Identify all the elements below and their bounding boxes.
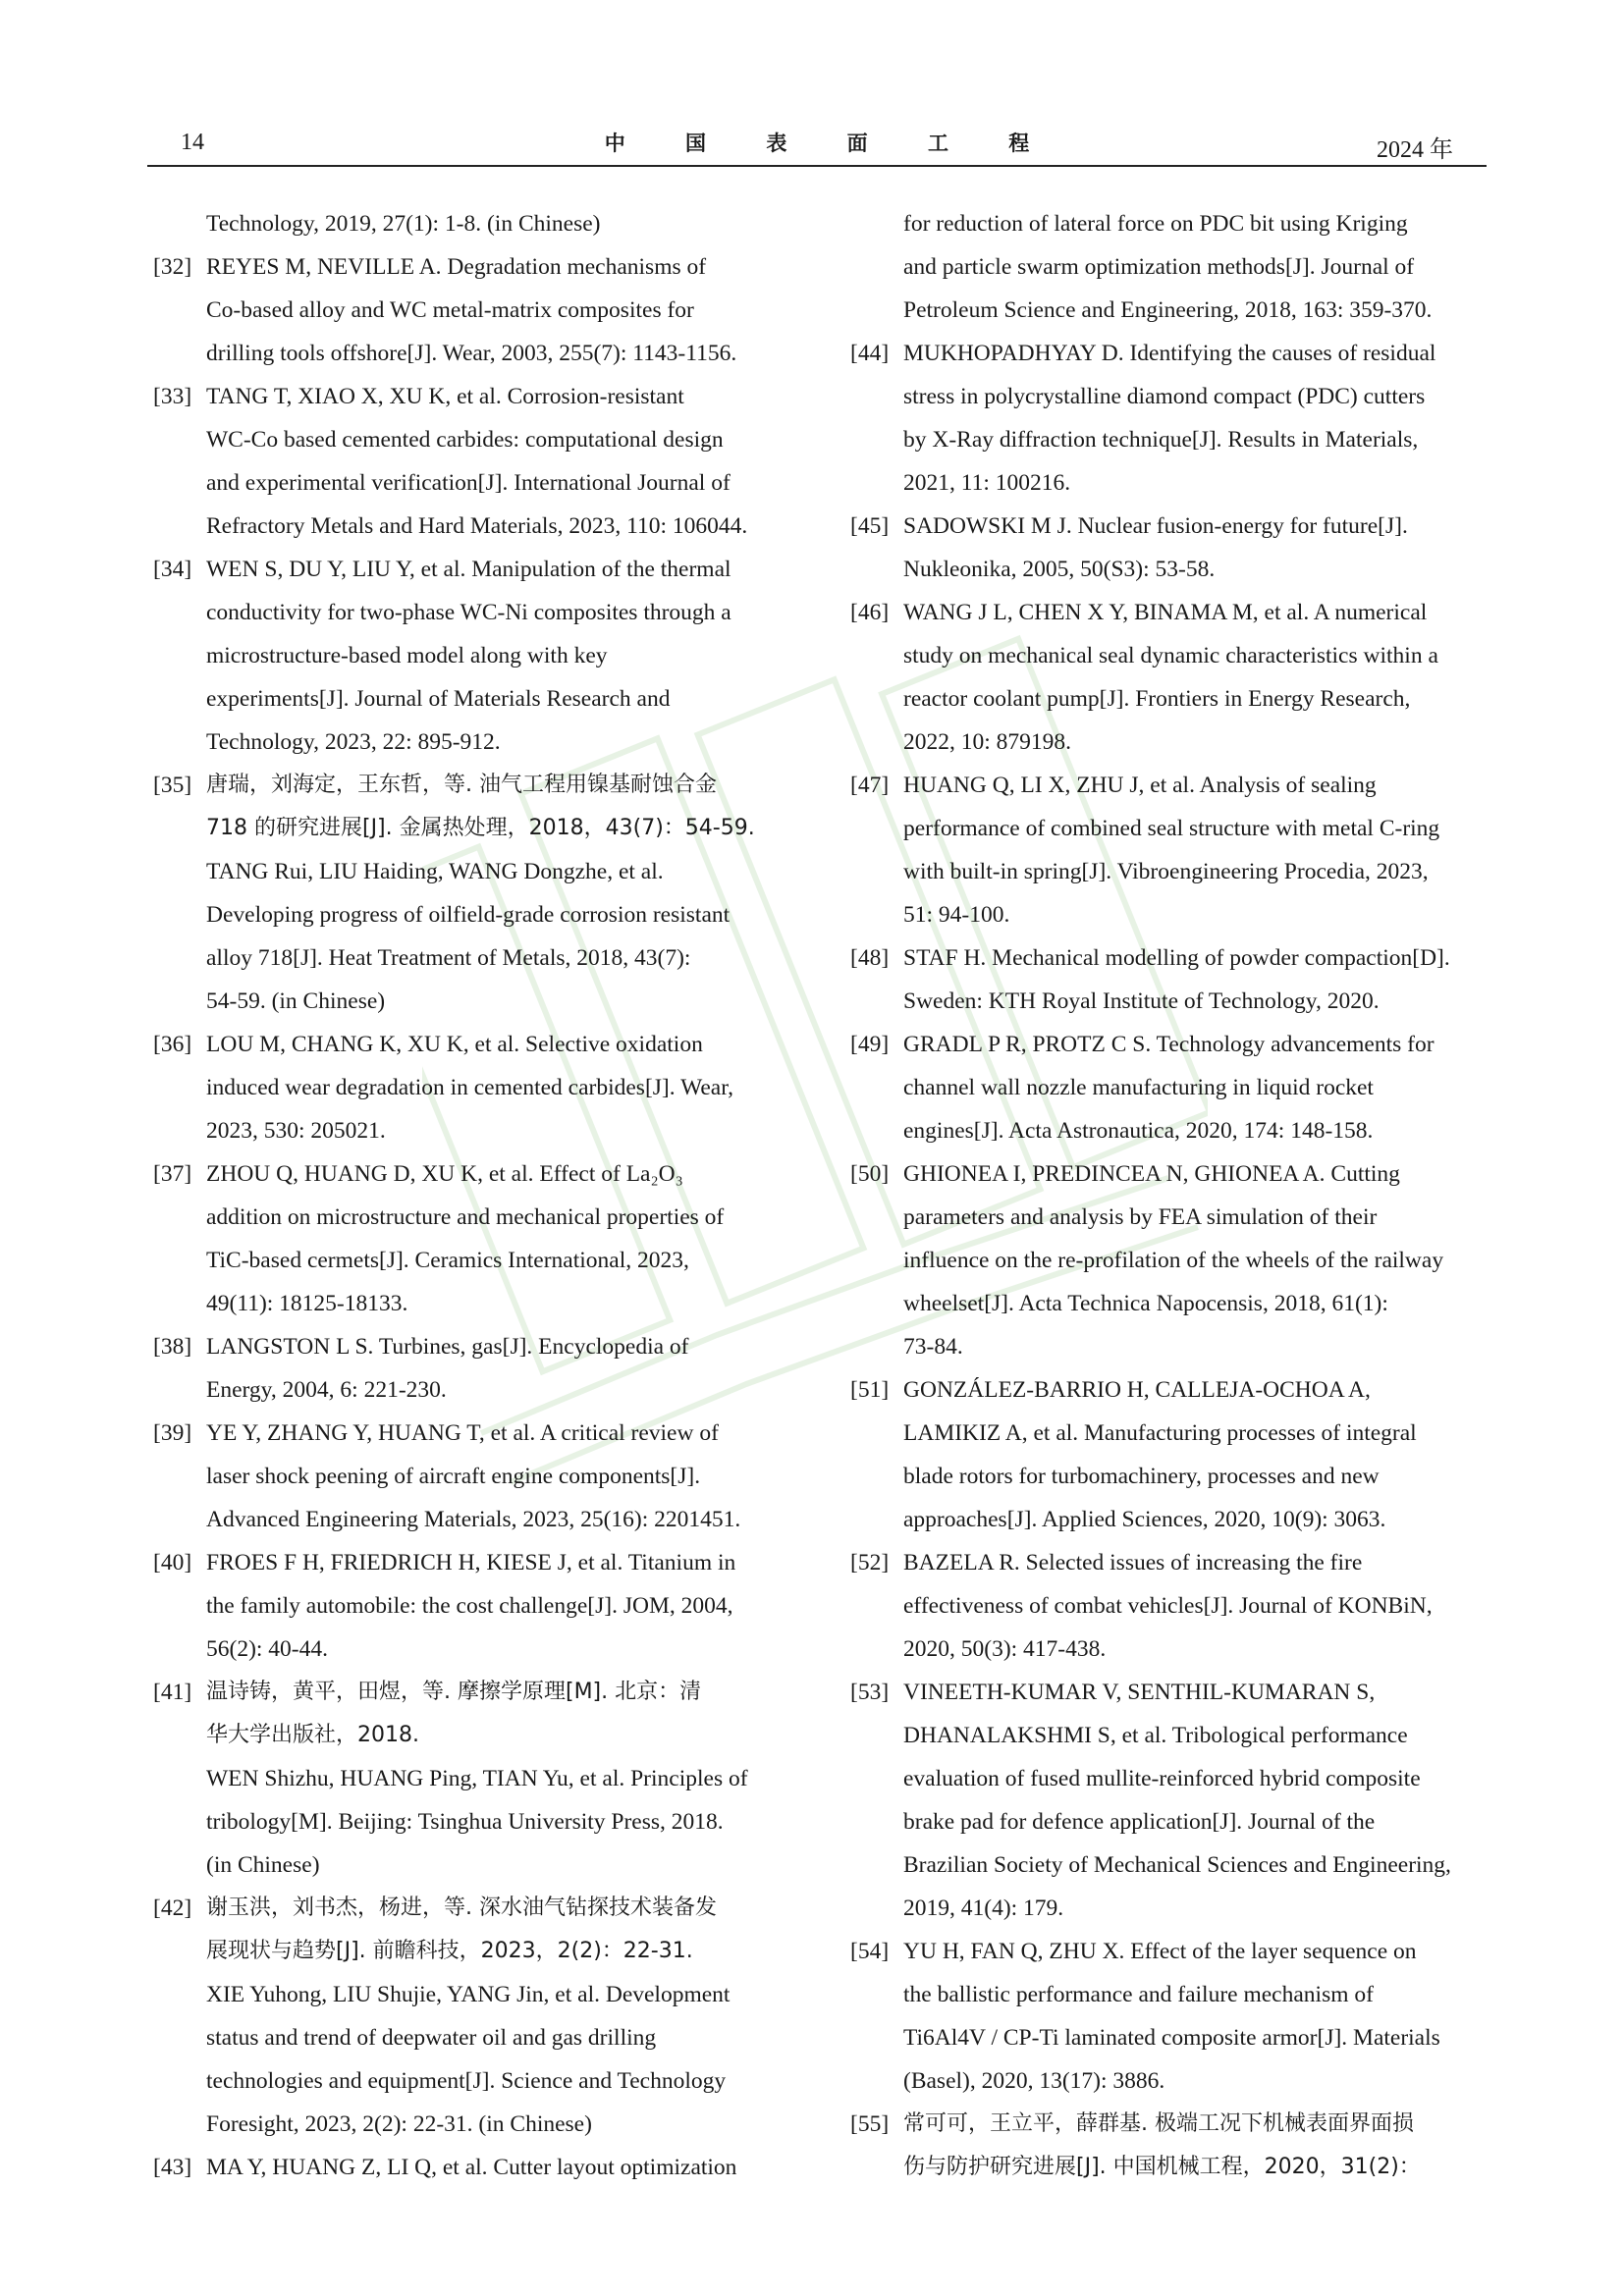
reference-text-line: approaches[J]. Applied Sciences, 2020, 10(9): 3063.: [903, 1507, 1386, 1532]
reference-text-line: 2020, 50(3): 417-438.: [903, 1636, 1107, 1662]
reference-text-line: Nukleonika, 2005, 50(S3): 53-58.: [903, 557, 1216, 582]
reference-text-line: 56(2): 40-44.: [206, 1636, 329, 1662]
reference-entry: [844, 505, 1487, 591]
reference-text-line: status and trend of deepwater oil and gas drilling: [206, 2025, 657, 2051]
issue-year: 2024 年: [1377, 137, 1453, 163]
reference-entry: [147, 1023, 789, 1152]
reference-text-line: with built-in spring[J]. Vibroengineering Procedia, 2023,: [903, 859, 1429, 884]
reference-text-line: REYES M, NEVILLE A. Degradation mechanisms of: [206, 254, 707, 280]
reference-text-line: YE Y, ZHANG Y, HUANG T, et al. A critical review of: [206, 1420, 719, 1446]
reference-entry: [147, 1541, 789, 1671]
reference-text-line: GONZÁLEZ-BARRIO H, CALLEJA-OCHOA A,: [903, 1377, 1371, 1403]
reference-number: [44]: [850, 341, 890, 366]
reference-entry: [844, 1023, 1487, 1152]
reference-text-line: (Basel), 2020, 13(17): 3886.: [903, 2068, 1165, 2094]
reference-text-line: VINEETH-KUMAR V, SENTHIL-KUMARAN S,: [903, 1680, 1376, 1705]
reference-text-line: MA Y, HUANG Z, LI Q, et al. Cutter layout optimization: [206, 2155, 737, 2180]
reference-text-line: XIE Yuhong, LIU Shujie, YANG Jin, et al. Development: [206, 1982, 731, 2007]
reference-number: [35]: [153, 773, 192, 798]
reference-number: [42]: [153, 1896, 192, 1921]
reference-text-line: evaluation of fused mullite-reinforced hybrid composite: [903, 1766, 1421, 1791]
reference-text-line: Refractory Metals and Hard Materials, 2023, 110: 106044.: [206, 513, 748, 539]
reference-entry: [147, 548, 789, 764]
reference-text-line: STAF H. Mechanical modelling of powder compaction[D].: [903, 945, 1450, 971]
reference-entry: [844, 1152, 1487, 1368]
reference-text-line: laser shock peening of aircraft engine components[J].: [206, 1464, 701, 1489]
reference-text-line: Developing progress of oilfield-grade corrosion resistant: [206, 902, 731, 928]
reference-text-line: blade rotors for turbomachinery, processes and new: [903, 1464, 1380, 1489]
reference-text-line: 2019, 41(4): 179.: [903, 1896, 1064, 1921]
reference-number: [46]: [850, 600, 890, 625]
reference-entry: [147, 1887, 789, 2146]
reference-entry: [147, 375, 789, 548]
reference-text-line: YU H, FAN Q, ZHU X. Effect of the layer sequence on: [903, 1939, 1417, 1964]
reference-text-line: 2021, 11: 100216.: [903, 470, 1071, 496]
reference-text-line: induced wear degradation in cemented carbides[J]. Wear,: [206, 1075, 733, 1100]
reference-text-line: 唐瑞，刘海定，王东哲，等. 油气工程用镍基耐蚀合金: [206, 773, 717, 797]
reference-text-line: addition on microstructure and mechanical properties of: [206, 1204, 725, 1230]
reference-text-line: MUKHOPADHYAY D. Identifying the causes of residual: [903, 341, 1436, 366]
reference-text-line: channel wall nozzle manufacturing in liquid rocket: [903, 1075, 1374, 1100]
reference-entry: [844, 1671, 1487, 1930]
reference-text-line: influence on the re-profilation of the wheels of the railway: [903, 1248, 1444, 1273]
reference-text-line: LOU M, CHANG K, XU K, et al. Selective oxidation: [206, 1032, 703, 1057]
reference-text-line: by X-Ray diffraction technique[J]. Results in Materials,: [903, 427, 1419, 453]
reference-text-line: conductivity for two-phase WC-Ni composites through a: [206, 600, 731, 625]
reference-text-line: technologies and equipment[J]. Science and Technology: [206, 2068, 727, 2094]
reference-text-line: 华大学出版社，2018.: [206, 1723, 419, 1747]
reference-number: [47]: [850, 773, 890, 798]
reference-text-line: Foresight, 2023, 2(2): 22-31. (in Chinese): [206, 2111, 592, 2137]
reference-number: [34]: [153, 557, 192, 582]
reference-entry: [844, 1368, 1487, 1541]
reference-entry: [844, 591, 1487, 764]
reference-text-line: 51: 94-100.: [903, 902, 1010, 928]
reference-text-line: TANG Rui, LIU Haiding, WANG Dongzhe, et al.: [206, 859, 664, 884]
reference-text-line: for reduction of lateral force on PDC bit using Kriging: [903, 211, 1408, 237]
journal-title: 中 国 表 面 工 程: [604, 132, 1056, 155]
reference-text-line: Co-based alloy and WC metal-matrix composites for: [206, 297, 694, 323]
reference-text-line: wheelset[J]. Acta Technica Napocensis, 2018, 61(1):: [903, 1291, 1388, 1316]
reference-number: [39]: [153, 1420, 192, 1446]
reference-text-line: WEN S, DU Y, LIU Y, et al. Manipulation of the thermal: [206, 557, 731, 582]
reference-text-line: FROES F H, FRIEDRICH H, KIESE J, et al. Titanium in: [206, 1550, 736, 1575]
reference-text-line: 718 的研究进展[J]. 金属热处理，2018，43(7)：54-59.: [206, 816, 755, 840]
reference-number: [53]: [850, 1680, 890, 1705]
reference-text-line: tribology[M]. Beijing: Tsinghua University Press, 2018.: [206, 1809, 724, 1835]
reference-text-line: experiments[J]. Journal of Materials Research and: [206, 686, 671, 712]
reference-text-line: performance of combined seal structure with metal C-ring: [903, 816, 1440, 841]
reference-text-line: DHANALAKSHMI S, et al. Tribological performance: [903, 1723, 1408, 1748]
reference-entry: [844, 936, 1487, 1023]
reference-text-line: 73-84.: [903, 1334, 963, 1360]
reference-text-line: 2023, 530: 205021.: [206, 1118, 386, 1144]
running-header: [147, 126, 1487, 167]
reference-number: [48]: [850, 945, 890, 971]
reference-text-line: Technology, 2023, 22: 895-912.: [206, 729, 501, 755]
reference-text-line: 49(11): 18125-18133.: [206, 1291, 408, 1316]
reference-text-line: stress in polycrystalline diamond compact (PDC) cutters: [903, 384, 1426, 409]
reference-text-line: 常可可，王立平，薛群基. 极端工况下机械表面界面损: [903, 2111, 1414, 2136]
reference-number: [51]: [850, 1377, 890, 1403]
reference-text-line: 2022, 10: 879198.: [903, 729, 1072, 755]
reference-text-line: ZHOU Q, HUANG D, XU K, et al. Effect of La₂O₃: [206, 1161, 683, 1187]
reference-text-line: BAZELA R. Selected issues of increasing the fire: [903, 1550, 1363, 1575]
reference-entry: [147, 1325, 789, 1412]
reference-entry: [844, 764, 1487, 936]
reference-number: [54]: [850, 1939, 890, 1964]
reference-number: [38]: [153, 1334, 192, 1360]
reference-number: [52]: [850, 1550, 890, 1575]
reference-text-line: Brazilian Society of Mechanical Sciences and Engineering,: [903, 1852, 1451, 1878]
reference-text-line: GRADL P R, PROTZ C S. Technology advancements for: [903, 1032, 1435, 1057]
reference-entry: [147, 1152, 789, 1325]
reference-entry: [147, 1412, 789, 1541]
reference-number: [45]: [850, 513, 890, 539]
left-column: [147, 202, 789, 2189]
reference-text-line: engines[J]. Acta Astronautica, 2020, 174: 148-158.: [903, 1118, 1374, 1144]
reference-text-line: Sweden: KTH Royal Institute of Technology, 2020.: [903, 988, 1380, 1014]
reference-text-line: effectiveness of combat vehicles[J]. Journal of KONBiN,: [903, 1593, 1433, 1619]
reference-text-line: Energy, 2004, 6: 221-230.: [206, 1377, 447, 1403]
reference-entry: [147, 1671, 789, 1887]
reference-text-line: 54-59. (in Chinese): [206, 988, 386, 1014]
reference-entry: [844, 2103, 1487, 2189]
reference-text-line: Technology, 2019, 27(1): 1-8. (in Chinese): [206, 211, 601, 237]
reference-text-line: GHIONEA I, PREDINCEA N, GHIONEA A. Cutting: [903, 1161, 1400, 1187]
reference-entry: [147, 764, 789, 1023]
reference-text-line: Petroleum Science and Engineering, 2018, 163: 359-370.: [903, 297, 1433, 323]
reference-text-line: parameters and analysis by FEA simulation of their: [903, 1204, 1378, 1230]
right-column: [844, 202, 1487, 2189]
reference-number: [33]: [153, 384, 192, 409]
reference-text-line: 温诗铸，黄平，田煜，等. 摩擦学原理[M]. 北京：清: [206, 1680, 702, 1704]
reference-text-line: 展现状与趋势[J]. 前瞻科技，2023，2(2)：22-31.: [206, 1939, 693, 1963]
reference-number: [36]: [153, 1032, 192, 1057]
reference-text-line: TiC-based cermets[J]. Ceramics International, 2023,: [206, 1248, 689, 1273]
reference-text-line: WC-Co based cemented carbides: computational design: [206, 427, 724, 453]
reference-number: [32]: [153, 254, 192, 280]
reference-text-line: 谢玉洪，刘书杰，杨进，等. 深水油气钻探技术装备发: [206, 1896, 717, 1920]
reference-text-line: WEN Shizhu, HUANG Ping, TIAN Yu, et al. Principles of: [206, 1766, 748, 1791]
reference-text-line: TANG T, XIAO X, XU K, et al. Corrosion-resistant: [206, 384, 684, 409]
reference-text-line: WANG J L, CHEN X Y, BINAMA M, et al. A numerical: [903, 600, 1428, 625]
reference-entry: [844, 202, 1487, 332]
page-number: 14: [181, 130, 204, 155]
reference-number: [50]: [850, 1161, 890, 1187]
reference-text-line: the ballistic performance and failure mechanism of: [903, 1982, 1374, 2007]
reference-text-line: and particle swarm optimization methods[J]. Journal of: [903, 254, 1415, 280]
reference-text-line: the family automobile: the cost challenge[J]. JOM, 2004,: [206, 1593, 733, 1619]
reference-number: [41]: [153, 1680, 192, 1705]
reference-entry: [844, 1541, 1487, 1671]
reference-number: [37]: [153, 1161, 192, 1187]
reference-number: [55]: [850, 2111, 890, 2137]
reference-entry: [844, 1930, 1487, 2103]
reference-text-line: HUANG Q, LI X, ZHU J, et al. Analysis of sealing: [903, 773, 1377, 798]
reference-text-line: (in Chinese): [206, 1852, 320, 1878]
reference-number: [49]: [850, 1032, 890, 1057]
reference-text-line: reactor coolant pump[J]. Frontiers in Energy Research,: [903, 686, 1411, 712]
reference-text-line: drilling tools offshore[J]. Wear, 2003, 255(7): 1143-1156.: [206, 341, 737, 366]
reference-text-line: Ti6Al4V / CP-Ti laminated composite armor[J]. Materials: [903, 2025, 1440, 2051]
reference-number: [40]: [153, 1550, 192, 1575]
reference-number: [43]: [153, 2155, 192, 2180]
reference-entry: [147, 202, 789, 245]
reference-text-line: study on mechanical seal dynamic characteristics within a: [903, 643, 1438, 668]
reference-entry: [147, 2146, 789, 2189]
reference-text-line: microstructure-based model along with key: [206, 643, 608, 668]
reference-text-line: LANGSTON L S. Turbines, gas[J]. Encyclopedia of: [206, 1334, 689, 1360]
reference-text-line: alloy 718[J]. Heat Treatment of Metals, 2018, 43(7):: [206, 945, 691, 971]
reference-text-line: Advanced Engineering Materials, 2023, 25(16): 2201451.: [206, 1507, 741, 1532]
reference-entry: [844, 332, 1487, 505]
reference-text-line: LAMIKIZ A, et al. Manufacturing processes of integral: [903, 1420, 1417, 1446]
reference-text-line: 伤与防护研究进展[J]. 中国机械工程，2020，31(2)：: [903, 2155, 1421, 2179]
reference-entry: [147, 245, 789, 375]
reference-text-line: brake pad for defence application[J]. Journal of the: [903, 1809, 1376, 1835]
reference-text-line: SADOWSKI M J. Nuclear fusion-energy for future[J].: [903, 513, 1408, 539]
reference-text-line: and experimental verification[J]. International Journal of: [206, 470, 731, 496]
